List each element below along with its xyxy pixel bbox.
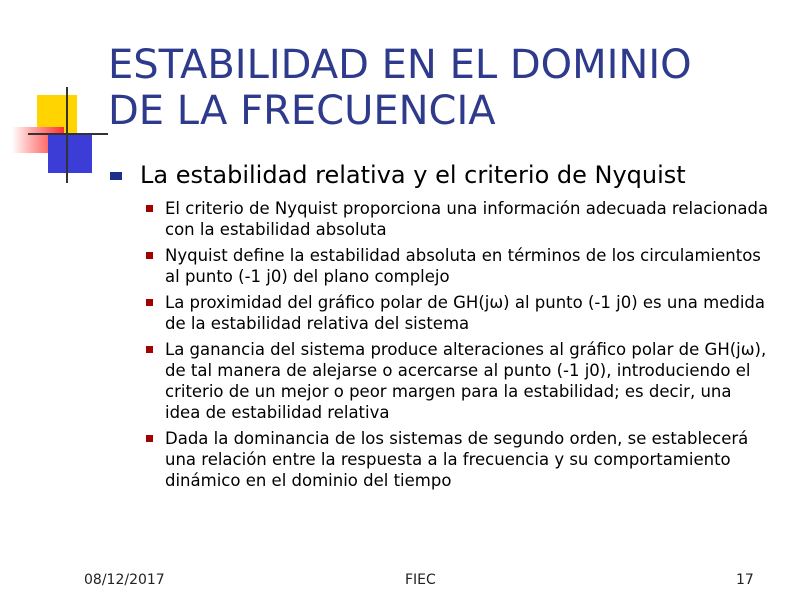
sub-bullet-marker bbox=[146, 346, 153, 353]
horizontal-line bbox=[28, 133, 108, 135]
sub-bullet-marker bbox=[146, 252, 153, 259]
title-line-2: DE LA FRECUENCIA bbox=[108, 88, 496, 134]
vertical-line bbox=[66, 87, 68, 183]
sub-bullet-text: Nyquist define la estabilidad absoluta en términos de los circulamientos al punto (-1 j0) del plano complejo bbox=[165, 246, 761, 286]
slide-title bbox=[108, 42, 798, 134]
sub-bullet-list bbox=[146, 198, 770, 491]
decorative-squares bbox=[0, 0, 110, 190]
blue-square bbox=[48, 135, 92, 173]
slide-content bbox=[110, 160, 770, 496]
footer-date: 08/12/2017 bbox=[84, 572, 165, 588]
sub-bullet-text: El criterio de Nyquist proporciona una información adecuada relacionada con la estabilidad absoluta bbox=[165, 199, 769, 239]
footer-page-number: 17 bbox=[736, 572, 754, 588]
footer-center-label: FIEC bbox=[405, 572, 436, 588]
sub-bullet-item bbox=[146, 339, 770, 423]
sub-bullet-text: La ganancia del sistema produce alteraciones al gráfico polar de GH(jω), de tal manera de alejarse o acercarse al punto (-1 j0), introduciendo el criterio de un mejor o peor margen para la estabilidad; es decir, una idea de estabilidad relativa bbox=[165, 340, 767, 422]
sub-bullet-text: Dada la dominancia de los sistemas de segundo orden, se establecerá una relación entre la respuesta a la frecuencia y su comportamiento dinámico en el dominio del tiempo bbox=[165, 429, 749, 490]
sub-bullet-item bbox=[146, 428, 770, 491]
sub-bullet-marker bbox=[146, 205, 153, 212]
sub-bullet-item bbox=[146, 245, 770, 287]
sub-bullet-item bbox=[146, 292, 770, 334]
sub-bullet-item bbox=[146, 198, 770, 240]
main-bullet-text: La estabilidad relativa y el criterio de Nyquist bbox=[140, 161, 686, 189]
main-bullet-marker bbox=[110, 172, 122, 180]
main-bullet-item bbox=[110, 160, 770, 190]
sub-bullet-text: La proximidad del gráfico polar de GH(jω) al punto (-1 j0) es una medida de la estabilidad relativa del sistema bbox=[165, 293, 766, 333]
sub-bullet-marker bbox=[146, 299, 153, 306]
title-line-1: ESTABILIDAD EN EL DOMINIO bbox=[108, 42, 692, 88]
sub-bullet-marker bbox=[146, 435, 153, 442]
